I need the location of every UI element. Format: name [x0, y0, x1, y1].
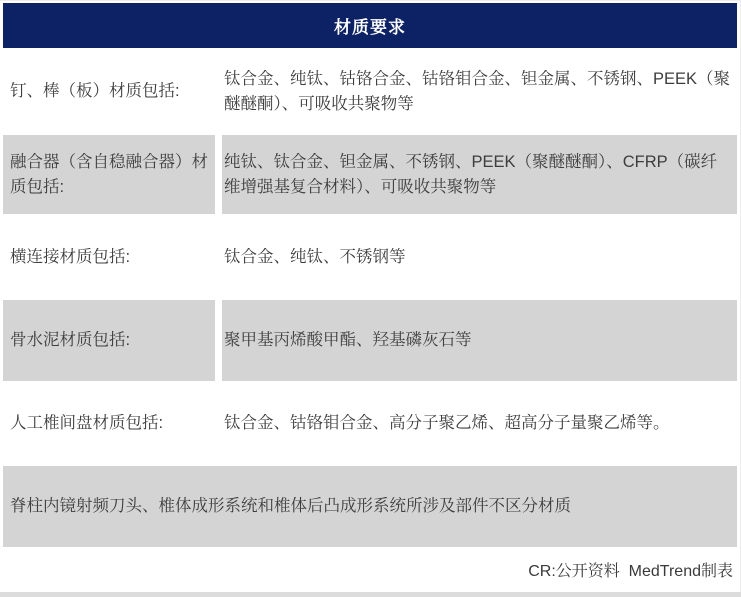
row-label: 人工椎间盘材质包括:: [10, 414, 164, 432]
row-label-cell: [3, 300, 215, 381]
top-edge-line: [0, 0, 741, 1]
row-value: 聚甲基丙烯酸甲酯、羟基磷灰石等: [224, 331, 472, 349]
row-value-cell: [222, 135, 737, 214]
row-label: 融合器（含自稳融合器）材质包括:: [10, 152, 208, 196]
table-row: [3, 135, 737, 214]
row-value-cell: [222, 381, 737, 466]
row-value: 纯钛、钛合金、钽金属、不锈钢、PEEK（聚醚醚酮）、CFRP（碳纤维增强基复合材料）、可吸收共聚物等: [224, 152, 718, 196]
table-header: [3, 3, 737, 48]
table-row: [3, 381, 737, 466]
column-gap: [215, 48, 222, 135]
column-gap: [215, 214, 222, 300]
source-text: CR:公开资料 MedTrend制表: [528, 563, 733, 580]
note-text: 脊柱内镜射频刀头、椎体成形系统和椎体后凸成形系统所涉及部件不区分材质: [10, 497, 571, 515]
row-label: 钉、棒（板）材质包括:: [10, 82, 180, 100]
row-value-cell: [222, 214, 737, 300]
source-row: [3, 547, 737, 592]
row-value: 钛合金、钴铬钼合金、高分子聚乙烯、超高分子量聚乙烯等。: [224, 414, 670, 432]
table: [3, 3, 737, 592]
row-label-cell: [3, 381, 215, 466]
table-row: [3, 300, 737, 381]
column-gap: [215, 135, 222, 214]
table-row: [3, 214, 737, 300]
table-title: 材质要求: [334, 18, 406, 37]
row-label-cell: [3, 214, 215, 300]
row-label: 横连接材质包括:: [10, 247, 131, 266]
row-label: 骨水泥材质包括:: [10, 331, 131, 349]
row-label-cell: [3, 135, 215, 214]
row-value-cell: [222, 300, 737, 381]
column-gap: [215, 381, 222, 466]
row-value: 钛合金、纯钛、钴铬合金、钴铬钼合金、钽金属、不锈钢、PEEK（聚醚醚酮）、可吸收共聚物等: [224, 69, 731, 113]
column-gap: [215, 300, 222, 381]
bottom-edge-strip: [0, 592, 741, 597]
row-value-cell: [222, 48, 737, 135]
row-value: 钛合金、纯钛、不锈钢等: [224, 247, 406, 266]
full-width-note-row: [3, 466, 737, 547]
row-label-cell: [3, 48, 215, 135]
table-row: [3, 48, 737, 135]
